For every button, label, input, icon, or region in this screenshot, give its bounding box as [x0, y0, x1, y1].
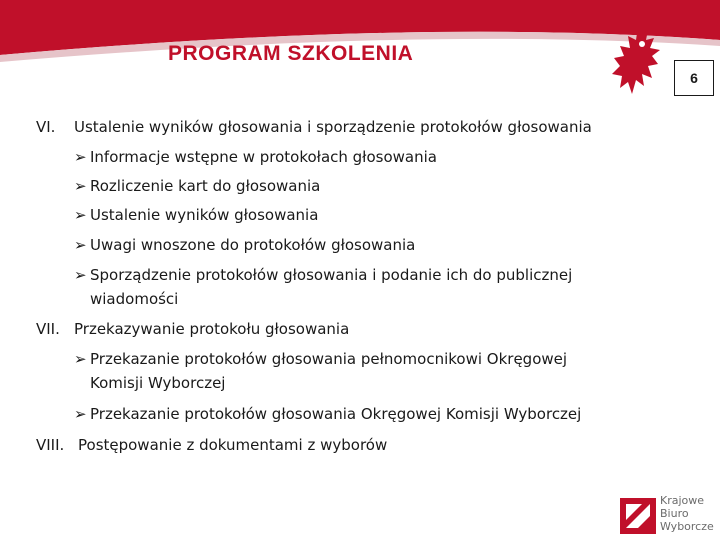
page-title: PROGRAM SZKOLENIA — [168, 42, 414, 65]
arrow-bullet-icon: ➢ — [74, 405, 87, 423]
arrow-bullet-icon: ➢ — [74, 350, 87, 368]
arrow-bullet-icon: ➢ — [74, 266, 87, 284]
list-item-continuation: wiadomości — [90, 290, 179, 308]
kbw-logo-mark-icon — [620, 498, 656, 534]
section-heading: Postępowanie z dokumentami z wyborów — [78, 436, 388, 454]
section-number: VIII. — [36, 436, 65, 454]
arrow-bullet-icon: ➢ — [74, 236, 87, 254]
list-item: Przekazanie protokołów głosowania Okręgowej Komisji Wyborczej — [90, 405, 582, 423]
arrow-bullet-icon: ➢ — [74, 206, 87, 224]
page-number: 6 — [674, 60, 714, 96]
list-item: Przekazanie protokołów głosowania pełnomocnikowi Okręgowej — [90, 350, 568, 368]
list-item: Uwagi wnoszone do protokołów głosowania — [90, 236, 416, 254]
eagle-emblem-icon — [608, 22, 670, 104]
arrow-bullet-icon: ➢ — [74, 177, 87, 195]
list-item: Sporządzenie protokołów głosowania i podanie ich do publicznej — [90, 266, 573, 284]
list-item: Ustalenie wyników głosowania — [90, 206, 319, 224]
list-item: Informacje wstępne w protokołach głosowania — [90, 148, 437, 166]
section-number: VI. — [36, 118, 56, 136]
list-item: Rozliczenie kart do głosowania — [90, 177, 321, 195]
section-number: VII. — [36, 320, 60, 338]
logo-line: Krajowe — [660, 494, 705, 507]
list-item-continuation: Komisji Wyborczej — [90, 374, 226, 392]
logo-line: Biuro — [660, 507, 689, 520]
kbw-logo-text — [660, 494, 720, 533]
section-heading: Ustalenie wyników głosowania i sporządzenie protokołów głosowania — [74, 118, 592, 136]
logo-line: Wyborcze — [660, 520, 714, 533]
arrow-bullet-icon: ➢ — [74, 148, 87, 166]
section-heading: Przekazywanie protokołu głosowania — [74, 320, 350, 338]
